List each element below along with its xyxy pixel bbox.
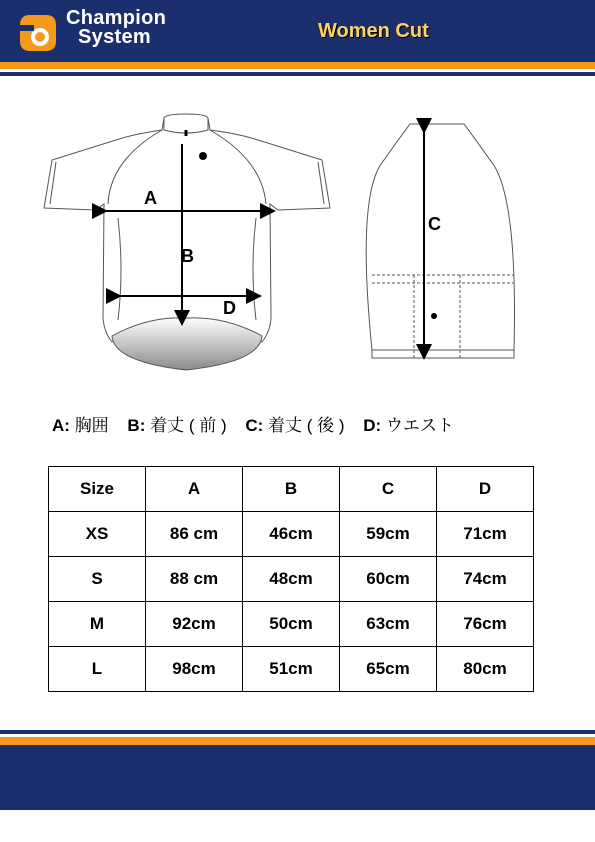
table-row xyxy=(49,647,534,692)
table-row xyxy=(49,602,534,647)
table-header-cell: A xyxy=(146,467,243,512)
table-cell: M xyxy=(49,602,146,647)
table-header-cell: D xyxy=(437,467,534,512)
table-header-cell: B xyxy=(243,467,340,512)
measurement-legend xyxy=(52,411,468,436)
header-navy-stripe xyxy=(0,72,595,76)
table-cell: 92cm xyxy=(146,602,243,647)
back-jersey xyxy=(366,124,514,358)
front-hem xyxy=(112,318,262,370)
champion-system-logo-icon xyxy=(16,11,60,55)
table-cell: S xyxy=(49,557,146,602)
table-cell: 59cm xyxy=(340,512,437,557)
front-jersey xyxy=(44,114,330,342)
label-b: B xyxy=(181,246,194,266)
table-cell: 86 cm xyxy=(146,512,243,557)
brand-line-1: Champion xyxy=(66,7,167,29)
table-cell: 60cm xyxy=(340,557,437,602)
table-header-cell: C xyxy=(340,467,437,512)
table-cell: 98cm xyxy=(146,647,243,692)
table-cell: 48cm xyxy=(243,557,340,602)
table-cell: XS xyxy=(49,512,146,557)
table-cell: 80cm xyxy=(437,647,534,692)
brand-name xyxy=(66,9,166,47)
table-cell: 65cm xyxy=(340,647,437,692)
brand-line-2: System xyxy=(78,26,151,48)
page-title: Women Cut xyxy=(318,20,429,42)
legend-item-d: D: ウエスト xyxy=(363,416,454,435)
table-row xyxy=(49,512,534,557)
table-cell: 76cm xyxy=(437,602,534,647)
legend-item-c: C: 着丈 ( 後 ) xyxy=(245,416,345,435)
header-orange-stripe xyxy=(0,62,595,69)
table-cell: 88 cm xyxy=(146,557,243,602)
table-cell: 71cm xyxy=(437,512,534,557)
legend-item-b: B: 着丈 ( 前 ) xyxy=(127,416,227,435)
footer-bar xyxy=(0,745,595,810)
size-table xyxy=(48,466,534,692)
label-a: A xyxy=(144,188,157,208)
legend-item-a: A: 胸囲 xyxy=(52,416,109,435)
table-row xyxy=(49,557,534,602)
table-cell: 46cm xyxy=(243,512,340,557)
label-c: C xyxy=(428,214,441,234)
table-cell: 51cm xyxy=(243,647,340,692)
table-cell: 63cm xyxy=(340,602,437,647)
label-d: D xyxy=(223,298,236,318)
table-header-row xyxy=(49,467,534,512)
table-cell: 50cm xyxy=(243,602,340,647)
table-header-cell: Size xyxy=(49,467,146,512)
footer-orange-stripe xyxy=(0,737,595,745)
table-cell: L xyxy=(49,647,146,692)
jersey-measurement-diagram xyxy=(0,100,595,400)
table-cell: 74cm xyxy=(437,557,534,602)
